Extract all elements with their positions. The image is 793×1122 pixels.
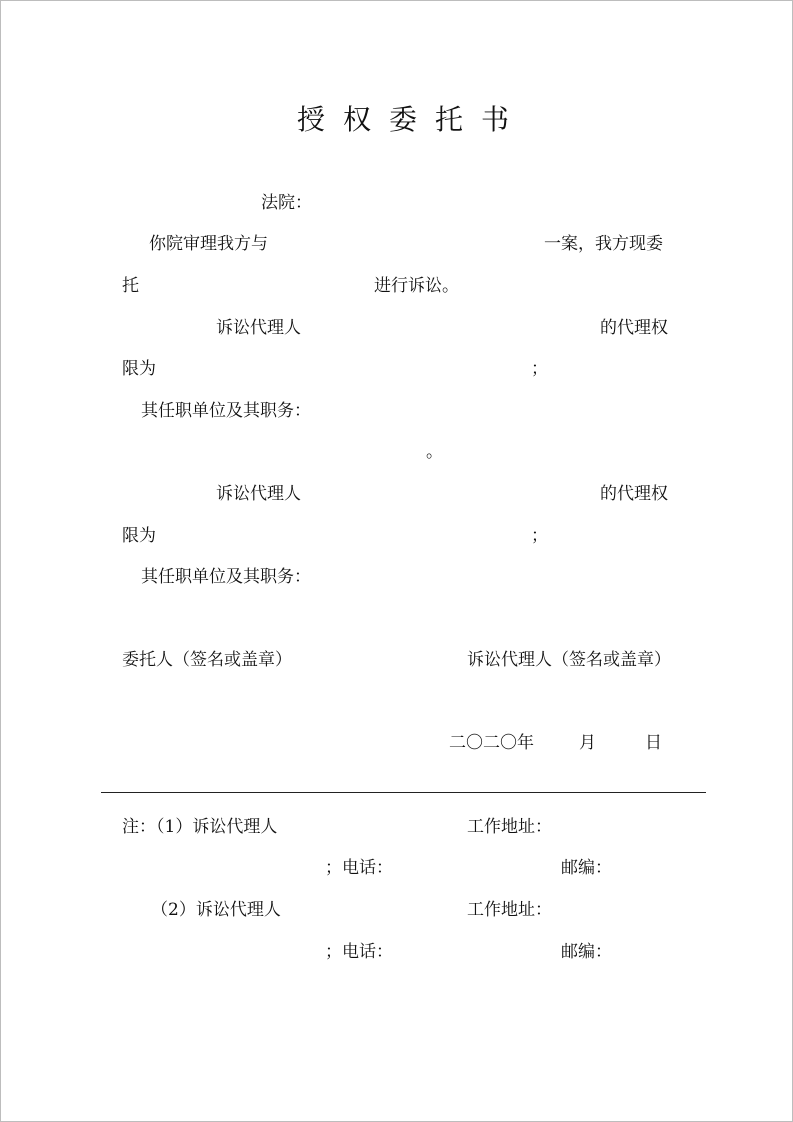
agent-2-authority-tail: 的代理权 <box>600 484 668 504</box>
entrust-text-start: 托 <box>122 276 139 296</box>
agent-2-position-label: 其任职单位及其职务： <box>141 567 311 587</box>
date-month: 月 <box>579 733 596 753</box>
note-2-phone-label: ；电话： <box>325 942 393 962</box>
note-1-postcode-label: 邮编： <box>561 858 612 878</box>
intro-text-start: 你院审理我方与 <box>149 234 268 254</box>
note-1-phone-label: ；电话： <box>325 858 393 878</box>
agent-1-label: 诉讼代理人 <box>216 318 301 338</box>
entrust-text-end: 进行诉讼。 <box>374 276 459 296</box>
agent-2-limit-label: 限为 <box>122 526 156 546</box>
notes-divider <box>101 792 706 793</box>
note-2-prefix: （2）诉讼代理人 <box>151 900 281 920</box>
date-day: 日 <box>645 733 662 753</box>
note-2-postcode-label: 邮编： <box>561 942 612 962</box>
agent-2-label: 诉讼代理人 <box>216 484 301 504</box>
agent-1-limit-label: 限为 <box>122 359 156 379</box>
note-1-prefix: 注：（1）诉讼代理人 <box>122 817 278 837</box>
agent-2-limit-end: ； <box>531 526 548 546</box>
date-year: 二〇二〇年 <box>449 733 534 753</box>
note-1-address-label: 工作地址： <box>467 817 552 837</box>
court-label: 法院： <box>261 193 312 213</box>
agent-signature-label: 诉讼代理人（签名或盖章） <box>467 650 671 670</box>
note-2-address-label: 工作地址： <box>467 900 552 920</box>
document-title: 授权委托书 <box>297 103 528 136</box>
agent-1-position-label: 其任职单位及其职务： <box>141 401 311 421</box>
agent-1-position-end: 。 <box>426 442 443 462</box>
agent-1-authority-tail: 的代理权 <box>600 318 668 338</box>
intro-text-end: 一案，我方现委 <box>544 234 663 254</box>
principal-signature-label: 委托人（签名或盖章） <box>122 650 292 670</box>
agent-1-limit-end: ； <box>531 359 548 379</box>
